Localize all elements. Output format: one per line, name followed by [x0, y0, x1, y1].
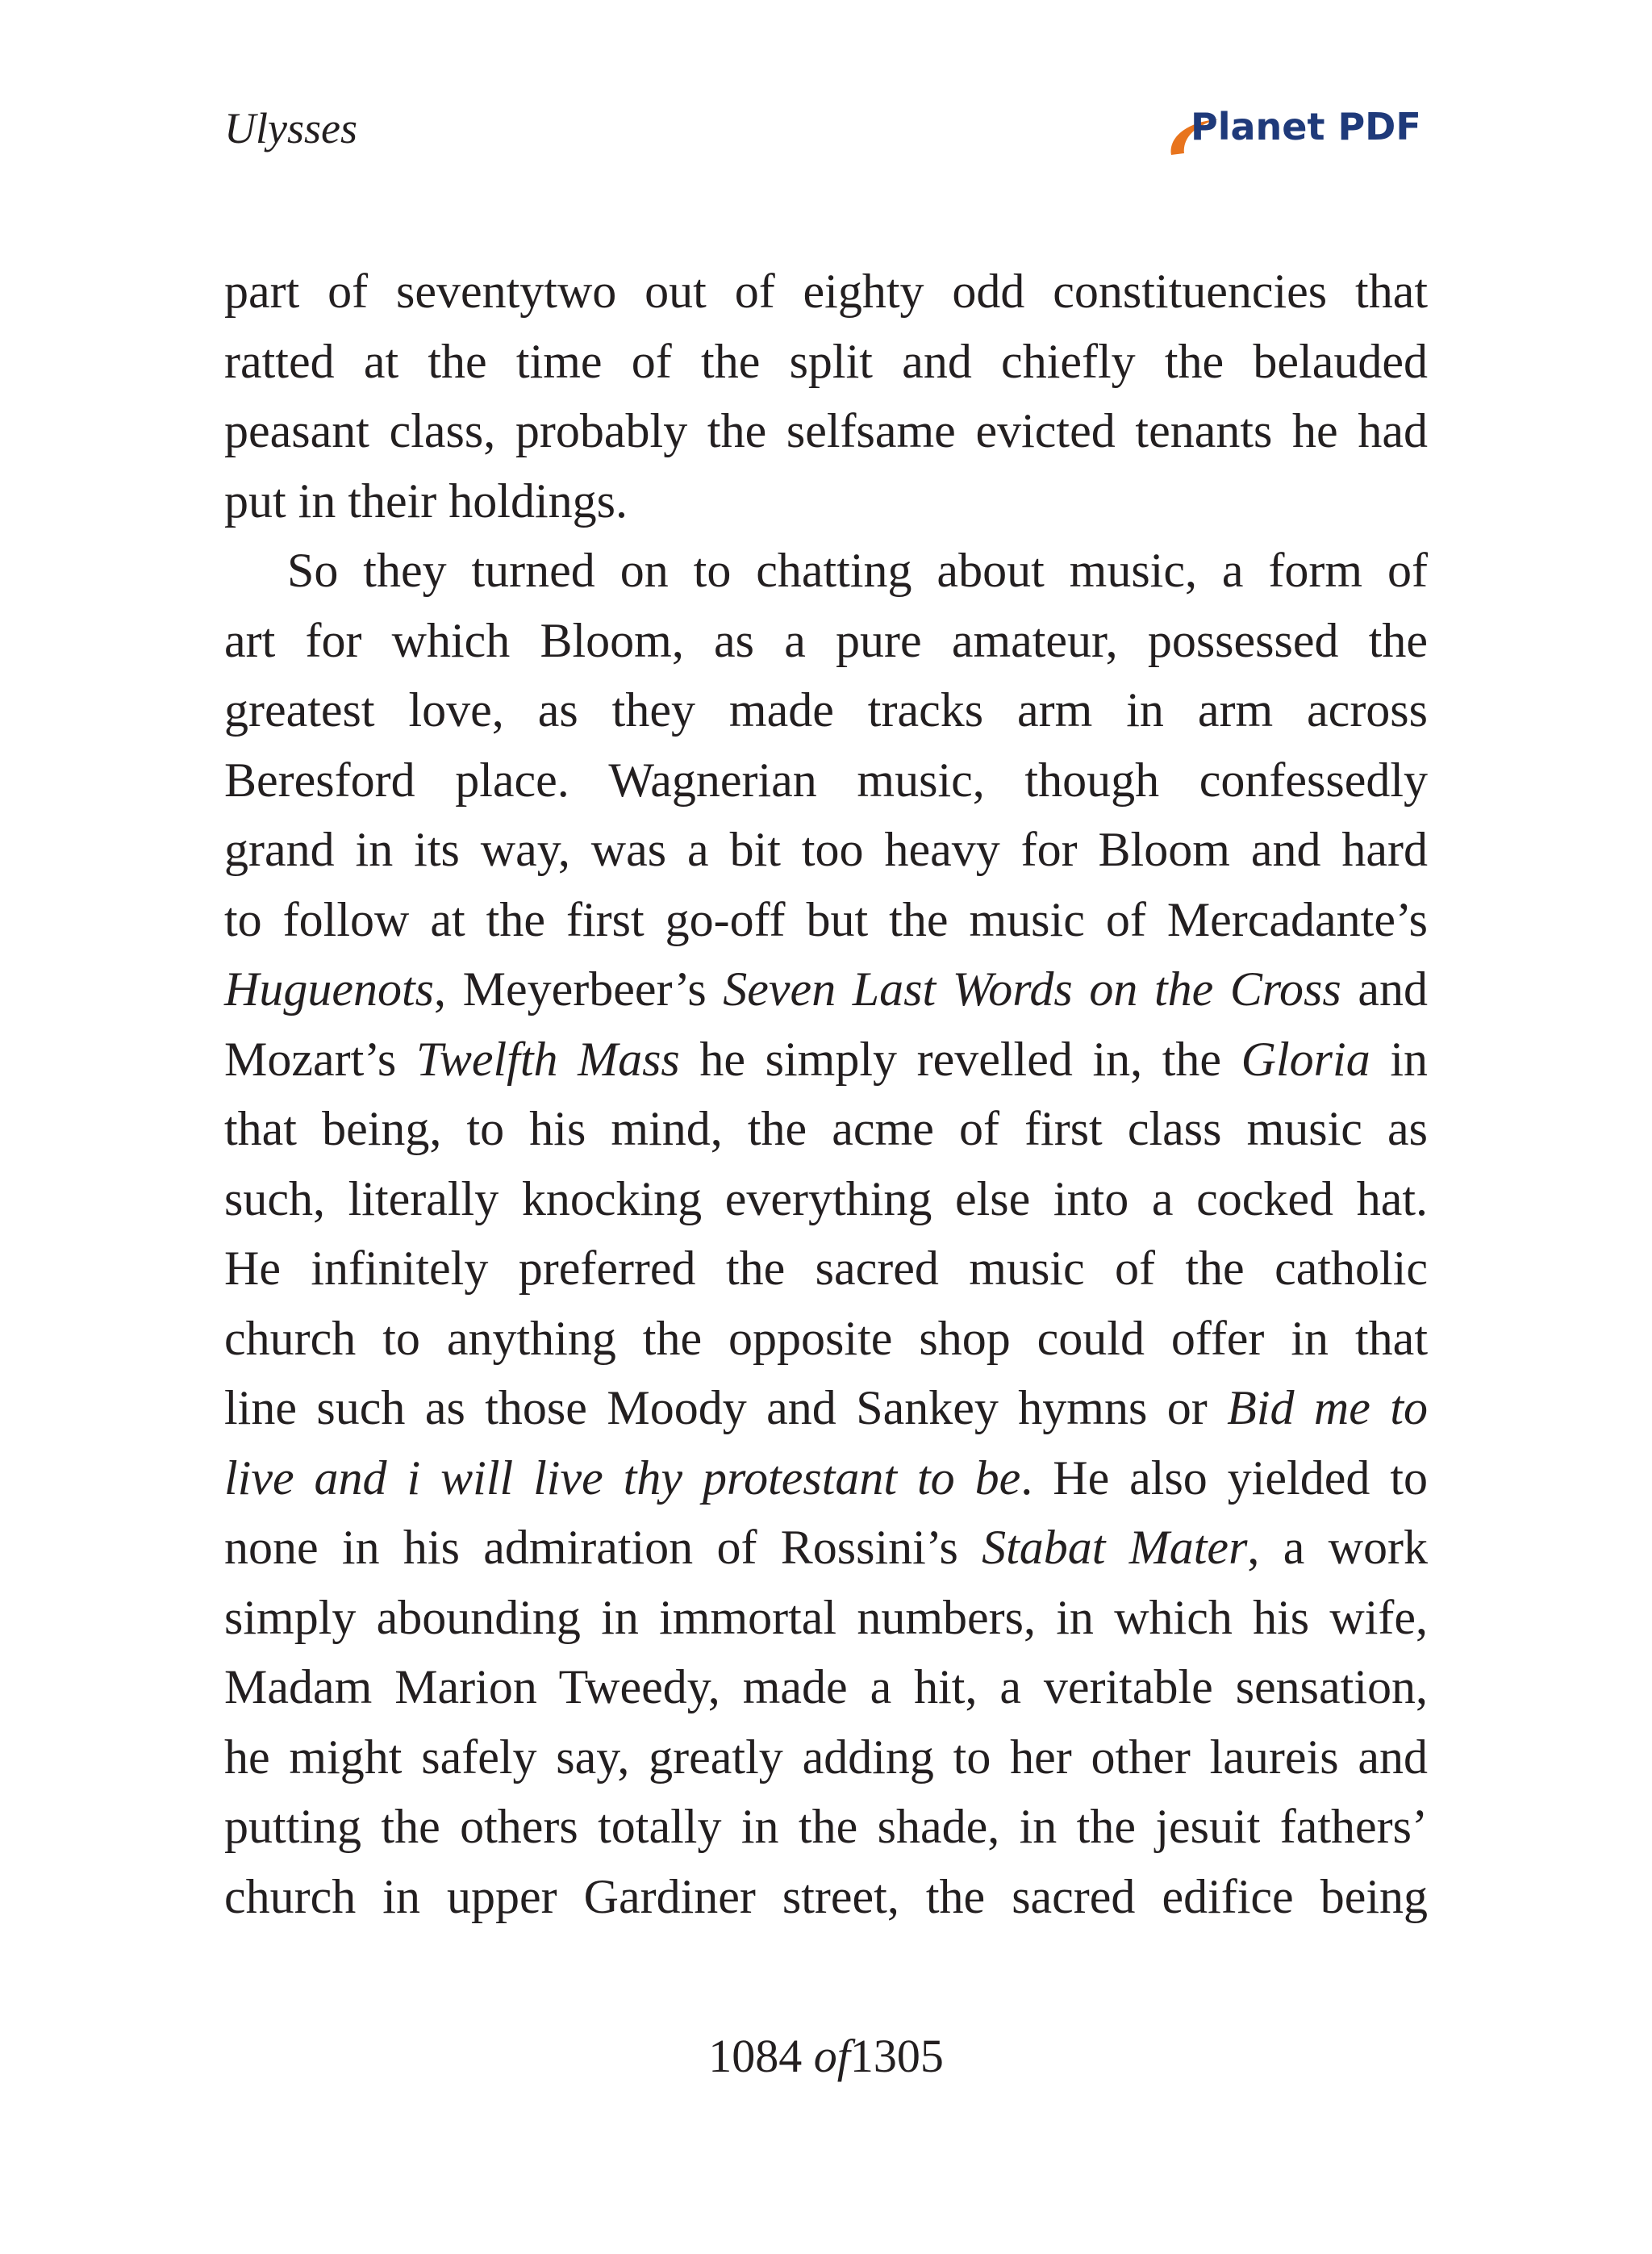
text-line — [224, 396, 1428, 466]
text-segment: church in upper Gardiner street, the sacred edifice being — [224, 1869, 1428, 1923]
text-line — [224, 1373, 1428, 1443]
text-line — [224, 1652, 1428, 1722]
planet-pdf-logo[interactable] — [1166, 103, 1425, 168]
text-segment: , Meyerbeer’s — [433, 962, 724, 1016]
text-segment: put in their holdings. — [224, 474, 628, 528]
text-line — [224, 745, 1428, 816]
text-line — [224, 1443, 1428, 1513]
text-line — [224, 1722, 1428, 1793]
text-line — [224, 1304, 1428, 1374]
text-segment: and — [1341, 962, 1428, 1016]
text-segment: he might safely say, greatly adding to her other laureis and — [224, 1730, 1428, 1784]
text-line — [224, 466, 1428, 536]
text-line — [224, 1513, 1428, 1583]
text-segment: grand in its way, was a bit too heavy for Bloom and hard — [224, 823, 1428, 876]
text-line — [224, 1862, 1428, 1932]
text-segment: Beresford place. Wagnerian music, though confessedly — [224, 753, 1428, 807]
text-line — [224, 257, 1428, 327]
text-segment: part of seventytwo out of eighty odd constituencies that — [224, 265, 1428, 318]
text-segment: to follow at the first go-off but the music of Mercadante’s — [224, 892, 1428, 946]
italic-text: live and i will live thy protestant to be — [224, 1450, 1021, 1505]
italic-text: Huguenots — [224, 962, 434, 1016]
italic-text: Seven Last Words on the Cross — [723, 962, 1341, 1016]
page-total: 1305 — [849, 2030, 944, 2082]
text-segment: He infinitely preferred the sacred music of the catholic — [224, 1242, 1428, 1295]
text-segment: greatest love, as they made tracks arm in arm across — [224, 683, 1428, 737]
italic-text: Twelfth Mass — [415, 1032, 680, 1086]
page-number — [0, 2030, 1652, 2082]
text-segment: ratted at the time of the split and chiefly the belauded — [224, 334, 1428, 388]
text-segment: putting the others totally in the shade, in the jesuit fathers’ — [224, 1800, 1428, 1853]
text-segment: simply abounding in immortal numbers, in which his wife, — [224, 1590, 1428, 1644]
text-segment: such, literally knocking everything else into a cocked hat. — [224, 1171, 1428, 1225]
text-line — [224, 327, 1428, 397]
text-segment: So they turned on to chatting about music, a form of — [287, 544, 1428, 597]
text-line — [224, 885, 1428, 955]
logo-text: Planet PDF — [1191, 105, 1421, 148]
text-line — [224, 815, 1428, 885]
body-text — [224, 257, 1428, 1931]
italic-text: Bid me to — [1227, 1381, 1429, 1434]
page-current: 1084 — [708, 2030, 803, 2082]
text-segment: , a work — [1247, 1521, 1428, 1574]
text-line — [224, 1792, 1428, 1862]
text-segment: . He also yielded to — [1020, 1450, 1428, 1505]
text-line — [224, 1025, 1428, 1095]
text-line — [224, 675, 1428, 745]
text-segment: art for which Bloom, as a pure amateur, possessed the — [224, 613, 1428, 667]
page-of-label: of — [813, 2030, 850, 2082]
italic-text: Stabat Mater — [982, 1521, 1248, 1574]
text-line — [224, 1583, 1428, 1653]
text-segment: in — [1370, 1032, 1428, 1086]
italic-text: Gloria — [1241, 1032, 1370, 1086]
text-segment: church to anything the opposite shop could offer in that — [224, 1311, 1428, 1365]
text-line — [224, 1164, 1428, 1234]
text-segment: Mozart’s — [224, 1032, 416, 1086]
text-segment: peasant class, probably the selfsame evicted tenants he had — [224, 404, 1428, 457]
text-line — [224, 1233, 1428, 1304]
text-segment: he simply revelled in, the — [679, 1032, 1241, 1086]
text-segment: line such as those Moody and Sankey hymns or — [224, 1381, 1228, 1434]
text-segment: that being, to his mind, the acme of first class music as — [224, 1102, 1428, 1155]
text-line — [224, 1094, 1428, 1164]
text-line — [224, 536, 1428, 606]
running-header-title: Ulysses — [224, 104, 357, 152]
text-segment: Madam Marion Tweedy, made a hit, a veritable sensation, — [224, 1660, 1428, 1713]
text-line — [224, 954, 1428, 1025]
text-line — [224, 606, 1428, 676]
text-segment: none in his admiration of Rossini’s — [224, 1521, 982, 1574]
